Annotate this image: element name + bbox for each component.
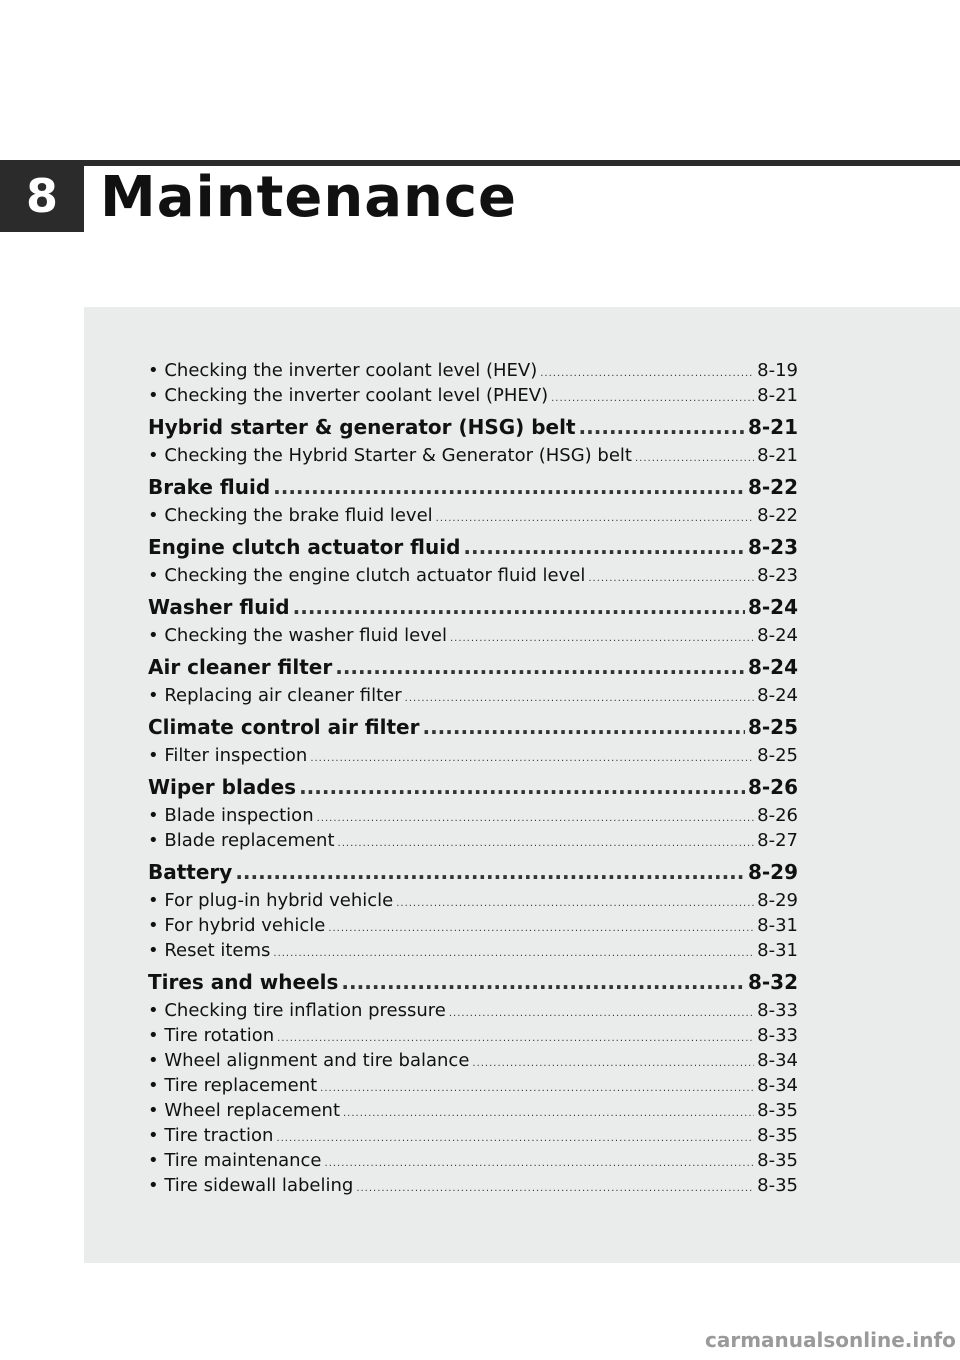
toc-entry-title: • Checking tire inflation pressure — [148, 1000, 446, 1021]
dot-leader — [335, 652, 745, 682]
toc-entry-title: • Tire rotation — [148, 1025, 275, 1046]
toc-subentry[interactable] — [148, 1148, 798, 1173]
chapter-title: Maintenance — [100, 165, 518, 230]
toc-entry-title: • For plug-in hybrid vehicle — [148, 890, 394, 911]
toc-entry-title: • For hybrid vehicle — [148, 915, 326, 936]
toc-page-number: 8-25 — [757, 745, 798, 766]
toc-subentry[interactable] — [148, 1173, 798, 1198]
toc-subentry[interactable] — [148, 1098, 798, 1123]
dot-leader — [273, 472, 745, 502]
dot-leader — [276, 1126, 754, 1148]
toc-section-entry[interactable] — [148, 472, 798, 502]
toc-section-entry[interactable] — [148, 592, 798, 622]
toc-entry-title: • Tire traction — [148, 1125, 274, 1146]
dot-leader — [450, 626, 754, 648]
toc-page-number: 8-31 — [757, 940, 798, 961]
toc-subentry[interactable] — [148, 803, 798, 828]
dot-leader — [273, 941, 754, 963]
toc-page-number: 8-35 — [757, 1150, 798, 1171]
toc-page-number: 8-33 — [757, 1000, 798, 1021]
toc-subentry[interactable] — [148, 938, 798, 963]
toc-entry-title: • Checking the brake fluid level — [148, 505, 433, 526]
dot-leader — [356, 1176, 754, 1198]
toc-entry-title: • Checking the inverter coolant level (PHEV) — [148, 385, 549, 406]
toc-page-number: 8-21 — [757, 445, 798, 466]
toc-subentry[interactable] — [148, 828, 798, 853]
toc-page-number: 8-34 — [757, 1075, 798, 1096]
dot-leader — [277, 1026, 754, 1048]
toc-subentry[interactable] — [148, 913, 798, 938]
toc-entry-title: Air cleaner filter — [148, 655, 333, 679]
toc-entry-title: • Reset items — [148, 940, 271, 961]
toc-entry-title: Brake fluid — [148, 475, 271, 499]
toc-subentry[interactable] — [148, 1023, 798, 1048]
dot-leader — [396, 891, 754, 913]
toc-subentry[interactable] — [148, 563, 798, 588]
dot-leader — [310, 746, 754, 768]
dot-leader — [579, 412, 745, 442]
toc-page-number: 8-26 — [747, 775, 798, 799]
toc-subentry[interactable] — [148, 383, 798, 408]
toc-subentry[interactable] — [148, 1048, 798, 1073]
toc-section-entry[interactable] — [148, 857, 798, 887]
toc-subentry[interactable] — [148, 443, 798, 468]
toc-page-number: 8-33 — [757, 1025, 798, 1046]
toc-section-entry[interactable] — [148, 967, 798, 997]
toc-subentry[interactable] — [148, 358, 798, 383]
toc-page-number: 8-35 — [757, 1175, 798, 1196]
toc-page-number: 8-19 — [757, 360, 798, 381]
toc-page-number: 8-24 — [747, 655, 798, 679]
toc-page-number: 8-21 — [747, 415, 798, 439]
toc-subentry[interactable] — [148, 683, 798, 708]
toc-section-entry[interactable] — [148, 532, 798, 562]
toc-section-entry[interactable] — [148, 652, 798, 682]
toc-subentry[interactable] — [148, 888, 798, 913]
toc-entry-title: • Tire sidewall labeling — [148, 1175, 354, 1196]
chapter-number: 8 — [0, 160, 84, 232]
toc-page-number: 8-35 — [757, 1100, 798, 1121]
toc-page-number: 8-35 — [757, 1125, 798, 1146]
toc-page-number: 8-24 — [747, 595, 798, 619]
toc-subentry[interactable] — [148, 743, 798, 768]
toc-page-number: 8-29 — [747, 860, 798, 884]
dot-leader — [338, 831, 755, 853]
toc-entry-title: • Filter inspection — [148, 745, 308, 766]
dot-leader — [328, 916, 754, 938]
dot-leader — [463, 532, 745, 562]
dot-leader — [320, 1076, 754, 1098]
toc-entry-title: • Checking the engine clutch actuator fluid level — [148, 565, 586, 586]
dot-leader — [343, 1101, 754, 1123]
toc-page-number: 8-32 — [747, 970, 798, 994]
toc-section-entry[interactable] — [148, 412, 798, 442]
toc-entry-title: • Wheel alignment and tire balance — [148, 1050, 470, 1071]
dot-leader — [540, 361, 754, 383]
toc-entry-title: • Wheel replacement — [148, 1100, 340, 1121]
dot-leader — [299, 772, 745, 802]
dot-leader — [449, 1001, 754, 1023]
toc-entry-title: Engine clutch actuator fluid — [148, 535, 461, 559]
dot-leader — [472, 1051, 754, 1073]
toc-section-entry[interactable] — [148, 712, 798, 742]
toc-page-number: 8-22 — [747, 475, 798, 499]
toc-entry-title: Battery — [148, 860, 233, 884]
toc-subentry[interactable] — [148, 1073, 798, 1098]
toc-subentry[interactable] — [148, 623, 798, 648]
dot-leader — [325, 1151, 755, 1173]
toc-entry-title: • Blade replacement — [148, 830, 335, 851]
toc-entry-title: Hybrid starter & generator (HSG) belt — [148, 415, 576, 439]
watermark: carmanualsonline.info — [705, 1328, 956, 1352]
toc-subentry[interactable] — [148, 1123, 798, 1148]
toc-subentry[interactable] — [148, 998, 798, 1023]
toc-page-number: 8-31 — [757, 915, 798, 936]
table-of-contents — [148, 358, 798, 1198]
toc-entry-title: • Checking the inverter coolant level (HEV) — [148, 360, 538, 381]
toc-entry-title: • Blade inspection — [148, 805, 314, 826]
toc-entry-title: Tires and wheels — [148, 970, 339, 994]
dot-leader — [317, 806, 755, 828]
dot-leader — [635, 446, 754, 468]
toc-page-number: 8-23 — [747, 535, 798, 559]
toc-page-number: 8-23 — [757, 565, 798, 586]
toc-entry-title: Washer fluid — [148, 595, 290, 619]
toc-page-number: 8-22 — [757, 505, 798, 526]
toc-page-number: 8-27 — [757, 830, 798, 851]
toc-entry-title: • Tire replacement — [148, 1075, 318, 1096]
toc-page-number: 8-26 — [757, 805, 798, 826]
toc-entry-title: • Tire maintenance — [148, 1150, 322, 1171]
toc-entry-title: • Replacing air cleaner filter — [148, 685, 402, 706]
toc-page-number: 8-34 — [757, 1050, 798, 1071]
toc-entry-title: • Checking the Hybrid Starter & Generator (HSG) belt — [148, 445, 632, 466]
dot-leader — [588, 566, 754, 588]
dot-leader — [405, 686, 754, 708]
toc-entry-title: Wiper blades — [148, 775, 297, 799]
dot-leader — [235, 857, 745, 887]
toc-subentry[interactable] — [148, 503, 798, 528]
toc-entry-title: Climate control air filter — [148, 715, 420, 739]
toc-page-number: 8-25 — [747, 715, 798, 739]
toc-section-entry[interactable] — [148, 772, 798, 802]
dot-leader — [551, 386, 754, 408]
toc-page-number: 8-21 — [757, 385, 798, 406]
toc-page-number: 8-24 — [757, 685, 798, 706]
toc-page-number: 8-24 — [757, 625, 798, 646]
toc-entry-title: • Checking the washer fluid level — [148, 625, 447, 646]
toc-page-number: 8-29 — [757, 890, 798, 911]
dot-leader — [436, 506, 754, 528]
dot-leader — [293, 592, 745, 622]
dot-leader — [341, 967, 745, 997]
dot-leader — [422, 712, 744, 742]
